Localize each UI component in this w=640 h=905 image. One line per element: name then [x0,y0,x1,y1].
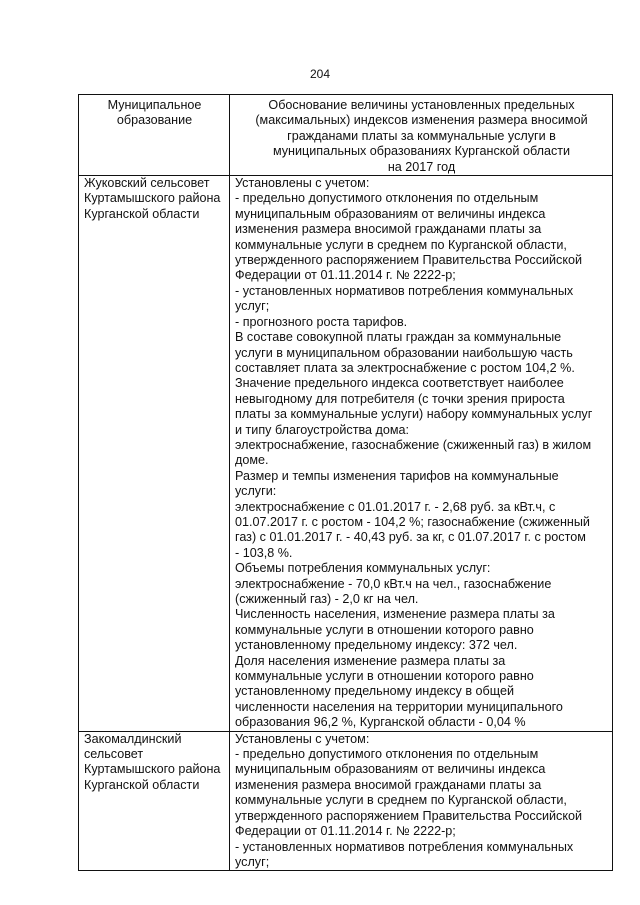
justification-cell [230,176,613,732]
table-row [79,731,613,871]
text-line: утвержденного распоряжением Правительства Российской [235,253,583,268]
justification-cell [230,731,613,871]
text-line: коммунальные услуги в среднем по Курганской области, [235,237,567,252]
text-line: - 103,8 %. [235,545,293,560]
table-header-row [79,95,613,176]
text-line: численности населения на территории муниципального [235,699,563,714]
text-line: Федерации от 01.11.2014 г. № 2222-р; [235,824,456,839]
text-line: - установленных нормативов потребления коммунальных [235,283,574,298]
text-line: Значение предельного индекса соответствует наиболее [235,376,564,391]
justification-table [78,94,613,871]
text-line: платы за коммунальные услуги) набору коммунальных услуг [235,407,593,422]
page-number: 204 [309,67,331,81]
text-line: Федерации от 01.11.2014 г. № 2222-р; [235,268,456,283]
header-line: муниципальных образованиях Курганской области [272,144,571,159]
text-line: изменения размера вносимой гражданами платы за [235,777,542,792]
header-line: Обоснование величины установленных предельных [268,98,575,112]
text-line: составляет плата за электроснабжение с ростом 104,2 %. [235,360,575,375]
text-line: утвержденного распоряжением Правительства Российской [235,808,583,823]
text-line: изменения размера вносимой гражданами платы за [235,222,542,237]
header-line: гражданами платы за коммунальные услуги в [287,128,556,143]
text-line: Установлены с учетом: [235,176,370,191]
text-line: коммунальные услуги в отношении которого равно [235,622,534,637]
text-line: установленному предельному индексу в общей [235,684,515,699]
text-line: коммунальные услуги в среднем по Курганской области, [235,793,567,808]
text-line: Доля населения изменение размера платы за [235,653,506,668]
header-justification [230,95,613,176]
text-line: муниципальным образованиям от величины индекса [235,206,546,221]
text-line: Численность населения, изменение размера платы за [235,607,555,622]
text-line: Размер и темпы изменения тарифов на коммунальные [235,468,559,483]
text-line: услуг; [235,854,270,869]
text-line: - прогнозного роста тарифов. [235,314,408,329]
header-line: Муниципальное [107,98,202,112]
text-line: коммунальные услуги в отношении которого равно [235,669,534,684]
text-line: Закомалдинский [84,731,182,746]
header-line: на 2017 год [387,159,456,174]
text-line: Установлены с учетом: [235,731,370,746]
text-line: муниципальным образованиям от величины индекса [235,762,546,777]
text-line: Куртамышского района [84,762,221,777]
text-line: - установленных нормативов потребления коммунальных [235,839,574,854]
table-row [79,176,613,732]
text-line: Куртамышского района [84,191,221,206]
text-line: (сжиженный газ) - 2,0 кг на чел. [235,592,419,606]
text-line: Курганской области [84,206,200,221]
header-line: (максимальных) индексов изменения размера вносимой [255,113,588,128]
text-line: - предельно допустимого отклонения по отдельным [235,747,539,762]
header-line: образование [116,113,193,128]
municipality-cell [79,176,230,732]
text-line: и типу благоустройства дома: [235,422,410,437]
text-line: Объемы потребления коммунальных услуг: [235,561,491,576]
text-line: установленному предельному индексу: 372 чел. [235,638,518,653]
text-line: услуги в муниципальном образовании наибольшую часть [235,345,573,360]
text-line: Жуковский сельсовет [84,176,210,191]
text-line: электроснабжение с 01.01.2017 г. - 2,68 руб. за кВт.ч, с [235,499,556,514]
text-line: сельсовет [84,747,144,762]
text-line: невыгодному для потребителя (с точки зрения прироста [235,391,565,406]
text-line: услуги: [235,484,277,499]
text-line: услуг; [235,299,270,314]
text-line: газ) с 01.01.2017 г. - 40,43 руб. за кг, с 01.07.2017 г. с ростом [235,530,586,545]
text-line: Курганской области [84,777,200,792]
text-line: В составе совокупной платы граждан за коммунальные [235,330,562,345]
text-line: электроснабжение, газоснабжение (сжиженный газ) в жилом [235,437,592,452]
municipality-cell [79,731,230,871]
header-municipality [79,95,230,176]
text-line: электроснабжение - 70,0 кВт.ч на чел., газоснабжение [235,576,552,591]
text-line: образования 96,2 %, Курганской области - 0,04 % [235,715,526,730]
text-line: - предельно допустимого отклонения по отдельным [235,191,539,206]
text-line: доме. [235,453,269,468]
text-line: 01.07.2017 г. с ростом - 104,2 %; газоснабжение (сжиженный [235,514,590,529]
